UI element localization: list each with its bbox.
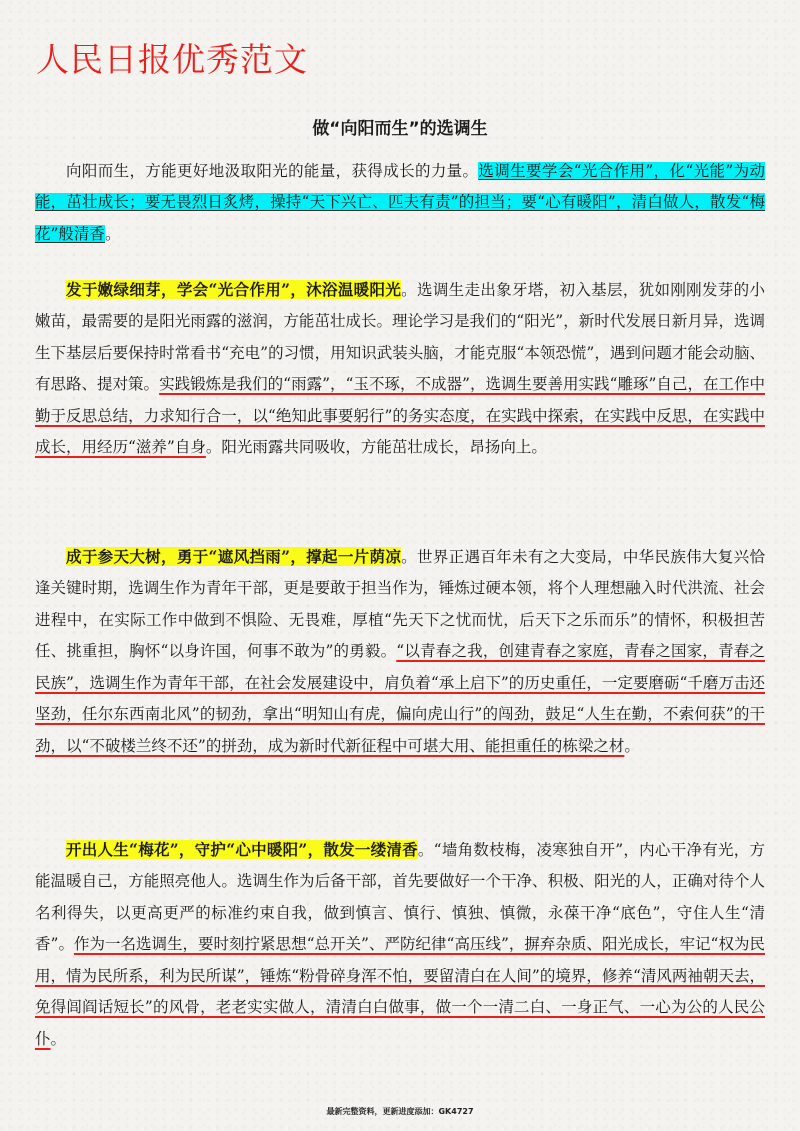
section-text-3b: 。 xyxy=(50,1029,67,1048)
section-text-1b: 。阳光雨露共同吸收，方能茁壮成长，昂扬向上。 xyxy=(205,438,547,456)
section-heading-3: 开出人生“梅花”，守护“心中暖阳”，散发一缕清香 xyxy=(66,839,418,859)
article-title: 做“向阳而生”的选调生 xyxy=(312,119,488,139)
intro-text: 向阳而生，方能更好地汲取阳光的能量，获得成长的力量。 xyxy=(66,161,479,180)
section-heading-2: 成于参天大树，勇于“遮风挡雨”，撑起一片荫凉 xyxy=(66,546,402,566)
intro-highlight: 选调生要学会“光合作用”，化“光能”为动能，茁壮成长；要无畏烈日炙烤，操持“天下兴亡、匹夫有责”的担当；要“心有暖阳”，清白做人，散发“梅花”般清香 xyxy=(35,161,765,243)
section-text-1a: 。选调生走出象牙塔，初入基层，犹如刚刚发芽的小嫩苗，最需要的是阳光雨露的滋润，方能茁壮成长。理论学习是我们的“阳光”，新时代发展日新月异，选调生下基层后要保持时常看书“充电”的习惯，用知识武装头脑，才能克服“本领恐慌”，遇到问题才能会动脑、有思路、提对策。 xyxy=(35,280,765,393)
intro-paragraph xyxy=(35,156,765,251)
section-paragraph-3 xyxy=(35,834,765,1056)
section-paragraph-2 xyxy=(35,541,765,763)
section-underline-2: “以青春之我，创建青春之家庭，青春之国家，青春之民族”，选调生作为青年干部，在社会发展建设中，肩负着“承上启下”的历史重任，一定要磨砺“千磨万击还坚劲，任尔东西南北风”的韧劲，拿出“明知山有虎，偏向虎山行”的闯劲，鼓足“人生在勤，不索何获”的干劲，以“不破楼兰终不还”的拼劲，成为新时代新征程中可堪大用、能担重任的栋梁之材 xyxy=(35,642,765,755)
section-text-3a: 。“墙角数枝梅，凌寒独自开”，内心干净有光，方能温暖自己，方能照亮他人。选调生作为后备干部，首先要做好一个干净、积极、阳光的人，正确对待个人名利得失，以更高更严的标准约束自我，做到慎言、慎行、慎独、慎微，永葆干净“底色”，守住人生“清香”。 xyxy=(35,840,765,953)
section-heading-1: 发于嫩绿细芽，学会“光合作用”，沐浴温暖阳光 xyxy=(66,279,402,299)
section-paragraph-1 xyxy=(35,274,765,464)
section-text-2a: 。世界正遇百年未有之大变局，中华民族伟大复兴恰逢关键时期，选调生作为青年干部，更是要敢于担当作为，锤炼过硬本领，将个人理想融入时代洪流、社会进程中，在实际工作中做到不惧险、无畏难，厚植“先天下之忧而忧，后天下之乐而乐”的情怀，积极担苦任、挑重担，胸怀“以身许国，何事不敢为”的勇毅。 xyxy=(35,547,765,660)
brand-title: 人民日报优秀范文 xyxy=(36,40,308,79)
intro-end: 。 xyxy=(104,224,121,243)
footer-note: 最新完整资料，更新进度添加：GK4727 xyxy=(326,1107,474,1116)
section-underline-1: 实践锻炼是我们的“雨露”，“玉不琢，不成器”，选调生要善用实践“雕琢”自己，在工作中勤于反思总结，力求知行合一，以“绝知此事要躬行”的务实态度，在实践中探索，在实践中反思，在实践中成长，用经历“滋养”自身 xyxy=(35,375,765,456)
section-underline-3: 作为一名选调生，要时刻拧紧思想“总开关”、严防纪律“高压线”，摒弃杂质、阳光成长，牢记“权为民用，情为民所系，利为民所谋”，锤炼“粉骨碎身浑不怕，要留清白在人间”的境界，修养“清风两袖朝天去，免得闾阎话短长”的风骨，老老实实做人，清清白白做事，做一个一清二白、一身正气、一心为公的人民公仆 xyxy=(35,935,765,1048)
section-text-2b: 。 xyxy=(624,736,640,755)
